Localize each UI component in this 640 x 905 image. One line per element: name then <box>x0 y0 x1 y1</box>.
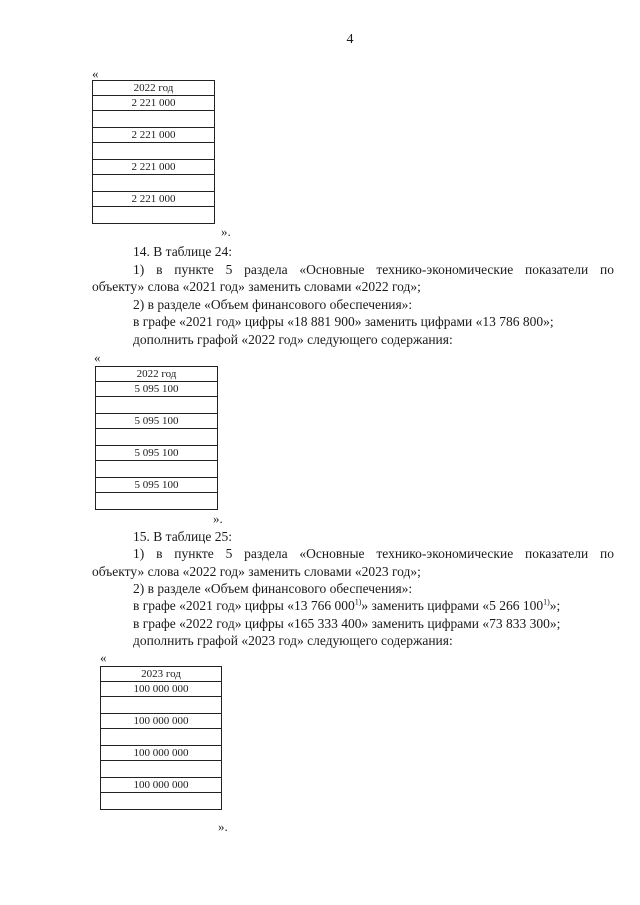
table-cell <box>93 175 215 192</box>
table-cell: 100 000 000 <box>101 714 222 729</box>
section-15-item1-line2: объекту» слова «2022 год» заменить словами «2023 год»; <box>92 564 421 579</box>
table-header: 2022 год <box>96 367 218 382</box>
table-cell: 5 095 100 <box>96 382 218 397</box>
table-cell: 5 095 100 <box>96 414 218 429</box>
table-cell: 5 095 100 <box>96 446 218 461</box>
quote-open: « <box>94 350 101 365</box>
section-14-item1-line1: 1) в пункте 5 раздела «Основные технико-экономические показатели по <box>133 262 614 277</box>
table-cell <box>96 397 218 414</box>
section-14-add-line: дополнить графой «2022 год» следующего содержания: <box>133 332 453 347</box>
quote-open: « <box>92 66 99 81</box>
table-cell: 2 221 000 <box>93 160 215 175</box>
table-cell: 2 221 000 <box>93 96 215 111</box>
table-cell <box>101 697 222 714</box>
table-cell <box>93 111 215 128</box>
section-14-item1-line2: объекту» слова «2021 год» заменить словами «2022 год»; <box>92 279 421 294</box>
table-header: 2023 год <box>101 667 222 682</box>
section-15-line-2021 <box>133 597 560 614</box>
table-cell: 100 000 000 <box>101 682 222 697</box>
table-header: 2022 год <box>93 81 215 96</box>
line-2021-part-b: » заменить цифрами «5 266 100 <box>361 598 544 613</box>
table-cell: 2 221 000 <box>93 192 215 207</box>
table-cell <box>101 729 222 746</box>
table-cell <box>93 207 215 224</box>
section-15-add-line: дополнить графой «2023 год» следующего содержания: <box>133 633 453 648</box>
table-cell: 100 000 000 <box>101 746 222 761</box>
table-cell: 5 095 100 <box>96 478 218 493</box>
section-14-heading: 14. В таблице 24: <box>133 244 233 259</box>
footnote-mark: 1) <box>543 597 550 607</box>
line-2021-part-c: »; <box>549 598 561 613</box>
table-cell <box>96 493 218 510</box>
page-number: 4 <box>346 32 354 47</box>
quote-close: ». <box>218 819 228 834</box>
table-cell <box>101 761 222 778</box>
section-14-item2: 2) в разделе «Объем финансового обеспечения»: <box>133 297 413 312</box>
footnote-mark: 1) <box>354 597 362 607</box>
section-15-item1-line1: 1) в пункте 5 раздела «Основные технико-экономические показатели по <box>133 546 614 561</box>
quote-close: ». <box>213 511 223 526</box>
table-2022-a <box>92 80 215 224</box>
section-14-replace-line: в графе «2021 год» цифры «18 881 900» заменить цифрами «13 786 800»; <box>133 314 554 329</box>
table-cell: 100 000 000 <box>101 778 222 793</box>
section-15-item2: 2) в разделе «Объем финансового обеспечения»: <box>133 581 413 596</box>
table-2022-b <box>95 366 218 510</box>
line-2021-part-a: в графе «2021 год» цифры «13 766 000 <box>133 598 355 613</box>
quote-close: ». <box>221 224 231 239</box>
table-cell <box>96 429 218 446</box>
table-cell <box>96 461 218 478</box>
table-cell <box>101 793 222 810</box>
section-15-line-2022: в графе «2022 год» цифры «165 333 400» заменить цифрами «73 833 300»; <box>133 616 561 631</box>
table-cell <box>93 143 215 160</box>
quote-open: « <box>100 650 107 665</box>
table-2023 <box>100 666 222 810</box>
section-15-heading: 15. В таблице 25: <box>133 529 233 544</box>
table-cell: 2 221 000 <box>93 128 215 143</box>
